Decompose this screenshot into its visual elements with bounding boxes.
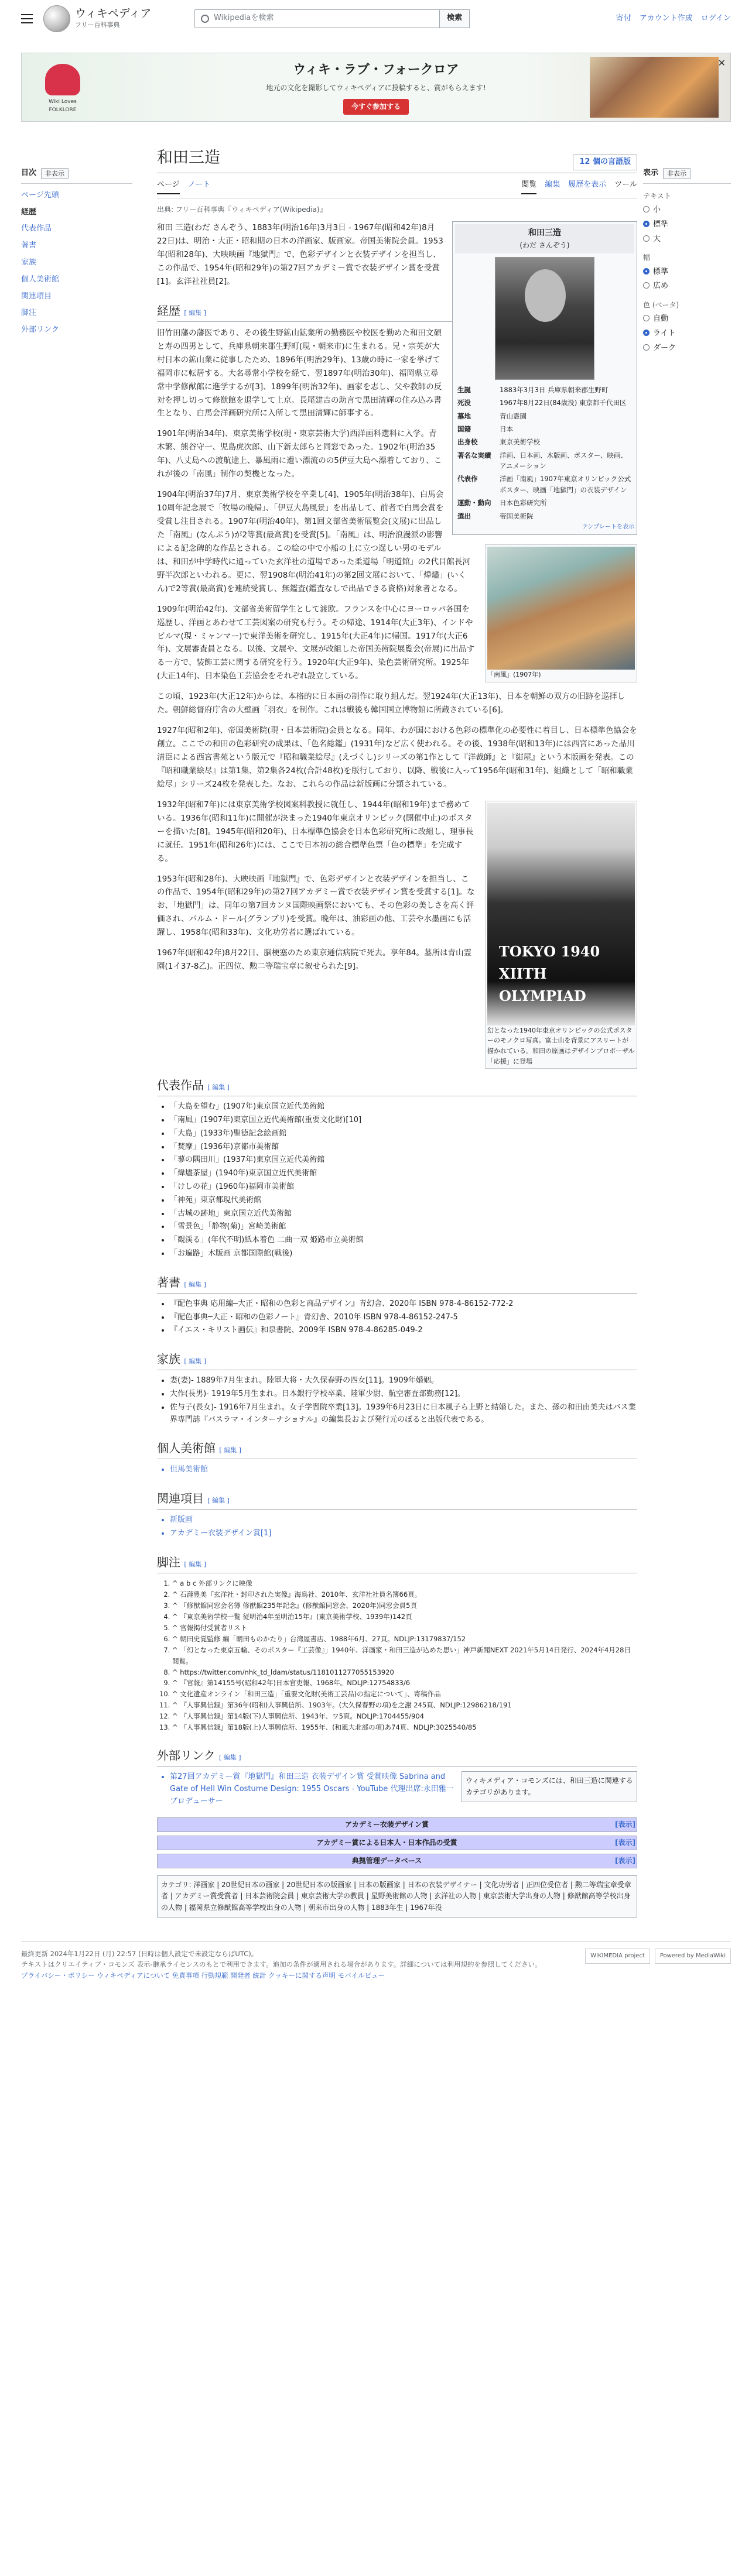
infobox-label: 墓地 xyxy=(457,411,471,420)
reference-item: 10. ^ 文化遺産オンライン「和田三造」「重要文化財(美術工芸品)の指定について」、寄稿作品 xyxy=(172,1689,637,1700)
radio-icon xyxy=(643,315,650,321)
section-heading: 家族 xyxy=(157,1352,180,1367)
list-item: • 「雪景色」「静物(菊)」宮崎美術館 xyxy=(170,1221,637,1233)
infobox-label: 国籍 xyxy=(457,424,471,433)
infobox-label: 選出 xyxy=(457,512,471,520)
toc-item[interactable]: 脚注 xyxy=(21,308,37,318)
list-item: • 「古城の跡地」東京国立近代美術館 xyxy=(170,1208,637,1220)
section-external-links xyxy=(157,1746,637,1767)
infobox-value: 日本色彩研究所 xyxy=(500,499,547,507)
heart-logo-icon xyxy=(45,64,80,95)
reference-item: 11. ^ 『人事興信録』第36年(昭和)人事興信所、1903年。(大久保春野の項)を之謝 245頁、NDLJP:12986218/191 xyxy=(172,1700,637,1711)
painting-thumbnail[interactable] xyxy=(485,544,637,682)
poster-title: TOKYO 1940 XIITH OLYMPIAD xyxy=(499,942,600,1005)
navbox-title[interactable]: アカデミー衣装デザイン賞 xyxy=(344,1820,429,1829)
edit-link[interactable]: [ 編集 ] xyxy=(219,1446,241,1455)
painting-image[interactable] xyxy=(487,547,635,670)
infobox-label: 運動・動向 xyxy=(457,499,491,507)
width-option[interactable] xyxy=(643,280,731,293)
toc-item[interactable]: 経歴 xyxy=(21,207,37,217)
toc-item[interactable]: 著書 xyxy=(21,241,37,251)
list-item[interactable]: • アカデミー衣装デザイン賞[1] xyxy=(170,1528,637,1540)
list-item[interactable]: • 但馬美術館 xyxy=(170,1464,637,1476)
wikipedia-globe-icon xyxy=(43,5,70,32)
reference-item: 8. ^ https://twitter.com/nhk_td_ldam/status/1181011277055153920 xyxy=(172,1667,637,1678)
color-option[interactable] xyxy=(643,313,731,325)
list-item: • 「観渓る」(年代不明)紙本着色 二曲一双 姫路市立美術館 xyxy=(170,1234,637,1247)
list-item[interactable]: • 新版画 xyxy=(170,1514,637,1527)
option-label: 小 xyxy=(653,205,661,214)
toc-item[interactable]: 家族 xyxy=(21,258,37,267)
reference-item: 6. ^ 朝田史覚監修 編「朝田ものかたり」台湾屋書店、1988年6月、27頁。NDLJP:13179837/152 xyxy=(172,1634,637,1645)
edit-link[interactable]: [ 編集 ] xyxy=(207,1083,230,1092)
toc-item[interactable]: 個人美術館 xyxy=(21,275,60,284)
section-heading: 個人美術館 xyxy=(157,1441,216,1456)
toc-item[interactable]: 代表作品 xyxy=(21,224,52,234)
search-input[interactable]: Wikipediaを検索 xyxy=(194,9,440,28)
panel-group-label: テキスト xyxy=(643,191,671,200)
user-links xyxy=(616,13,731,25)
edit-link[interactable]: [ 編集 ] xyxy=(184,308,206,317)
banner-title: ウィキ・ラブ・フォークロア xyxy=(293,63,459,78)
career-paragraph: 1904年(明治37年)7月、東京美術学校を卒業し[4]、1905年(明治38年)、白馬会10周年記念展で「牧場の晩帰」、「伊豆大島風景」を出品して、前者で白馬会賞を受賞し注目される。1907年(明治40年)、第1回文部省美術展覧会(文展)に出品した「南風」(なんぷう)が2等賞(最高賞)を受賞[5]。「南風」は、明治浪漫派の影響による記念碑的な作品とされる。この絵の中で小船の上に立つ逞しい男のモデルは、和田が中学時代に通っていた玄洋社の道場であった柔道場「明道館」の2代目館長河野半次郎といわれる。更に、翌1908年(明治41年)の第2回文展において、「煒燼」(いくん)で2等賞(最高賞)を連続受賞し、無鑑査(鑑査なしで出品できる資格)対象者となる。 xyxy=(157,490,470,594)
infobox-value: 洋画、日本画、木版画、ポスター、映画、アニメーション xyxy=(500,451,628,471)
navbox-toggle[interactable]: [表示] xyxy=(615,1857,635,1865)
radio-selected-icon xyxy=(643,221,650,227)
panel-group-label: 幅 xyxy=(643,253,651,262)
login-link[interactable]: ログイン xyxy=(700,13,731,23)
width-option[interactable] xyxy=(643,266,731,279)
portrait-photo[interactable] xyxy=(495,257,594,380)
radio-icon xyxy=(643,235,650,242)
family-list xyxy=(170,1375,637,1426)
toc-hide-button[interactable]: 非表示 xyxy=(41,168,69,180)
banner-logo-caption: Wiki Loves FOLKLORE xyxy=(49,99,77,114)
section-heading: 関連項目 xyxy=(157,1491,204,1506)
list-item: • 「お遍路」木版画 京都国際館(戦後) xyxy=(170,1248,637,1260)
search-button[interactable]: 検索 xyxy=(440,9,470,28)
list-item: • 「南風」(1907年)東京国立近代美術館(重要文化財)[10] xyxy=(170,1114,637,1127)
list-item: • 「大島を望む」(1907年)東京国立近代美術館 xyxy=(170,1101,637,1113)
article xyxy=(157,122,637,1918)
external-link[interactable]: • 第27回アカデミー賞『地獄門』和田三造 衣装デザイン賞 受賞映像 Sabrina and Gate of Hell Win Costume Design: 1955 Oscars - YouTube 代理出席:永田雅一 プロデューサー xyxy=(170,1771,637,1807)
list-item: • 『配色事典─大正・昭和の色彩ノート』青幻舎、2010年 ISBN 978-4-86152-247-5 xyxy=(170,1312,637,1324)
reference-item: 5. ^ 官報掲付受賞者リスト xyxy=(172,1623,637,1634)
radio-selected-icon xyxy=(643,330,650,336)
reference-item: 3. ^ 『修猷館同窓会名簿 修猷館235年記念』(修猷館同窓会、2020年)同窓会員5頁 xyxy=(172,1600,637,1611)
list-item: • 妻(妻)- 1889年7月生まれ。陸軍大将・大久保春野の四女[11]。1909年婚姻。 xyxy=(170,1375,637,1387)
text-size-option[interactable] xyxy=(643,204,731,217)
poster-thumbnail[interactable] xyxy=(485,801,637,1069)
top-bar xyxy=(0,0,752,37)
site-name: ウィキペディア xyxy=(75,6,152,20)
color-option[interactable] xyxy=(643,328,731,340)
edit-link[interactable]: [ 編集 ] xyxy=(207,1497,230,1505)
search-form xyxy=(194,9,470,28)
section-family xyxy=(157,1350,637,1370)
list-item: • 佐与子(長女)- 1916年7月生まれ。女子学習院卒業[13]。1939年6月23日に日本風子ら上野と結婚した。また、孫の和田由美夫はバス業界専門誌『バスラマ・インターナショナル』の編集長および発行元のぽると出版代表である。 xyxy=(170,1402,637,1426)
infobox-value: 1967年8月22日(84歳没) 東京都千代田区 xyxy=(500,399,627,407)
close-icon[interactable]: ✕ xyxy=(717,57,726,68)
thumb-caption: 幻となった1940年東京オリンピックの公式ポスターのモノクロ写真。富士山を背景にアスリートが描かれている。和田の原画はデザインプロポーザル「応援」に登場 xyxy=(487,1026,635,1065)
site-tagline: フリー百科事典 xyxy=(75,20,120,29)
infobox-value: 洋画「南風」1907年東京オリンピック公式ポスター、映画「地獄門」の衣装デザイン xyxy=(500,475,631,494)
section-heading: 脚注 xyxy=(157,1555,180,1569)
tab-read[interactable]: 閲覧 xyxy=(521,179,536,194)
panel-hide-button[interactable]: 非表示 xyxy=(663,168,691,180)
banner-logo xyxy=(36,64,90,115)
career-paragraph: 1927年(昭和2年)、帝国美術院(現・日本芸術院)会員となる。同年、わが国における色彩の標準化の必要性に着目し、日本標準色協会を創立。ここでの和田の色彩研究の成果は、「色名総鑑」(1931年)など広く使われる。その後、1938年(昭和13年)には西宮にあった品川清臣による西宮書苑という版元で『昭和職業絵尽』(えづくし)シリーズの第1作として『洋裁師』と『紺屋』という木版画を発表。この『昭和職業絵尽』は第1集、第2集各24枚(合計48枚)を版行しており、以降、戦後に入って1956年(昭和31年)、組織として「昭和職業絵尽」シリーズ24枚を発表した。なお、これらの作品は新版画に分類されている。 xyxy=(157,726,638,789)
references-list xyxy=(172,1578,637,1734)
last-modified: 最終更新 2024年1月22日 (月) 22:57 (日時は個人設定で未設定ならばUTC)。 xyxy=(21,1949,258,1958)
navbox-title[interactable]: 典拠管理データベース xyxy=(351,1857,422,1865)
navbox xyxy=(157,1836,637,1850)
radio-selected-icon xyxy=(643,268,650,275)
list-item: • 「蓼の隅田川」(1937年)東京国立近代美術館 xyxy=(170,1154,637,1167)
edit-link[interactable]: [ 編集 ] xyxy=(218,1754,241,1762)
career-paragraph: 1901年(明治34年)、東京美術学校(現・東京芸術大学)西洋画科選科に入学。青木繁、熊谷守一、児島虎次郎、山下新太郎らと同窓であった。1902年(明治35年)、八丈島への渡航途上、暴風雨に遭い漂流のの5伊豆大島へ漂着しており、これが後の「南風」制作の契機となった。 xyxy=(157,429,442,479)
appearance-panel xyxy=(643,167,731,357)
infobox-name: 和田三造 xyxy=(528,228,561,238)
infobox-label: 著名な実績 xyxy=(457,451,491,459)
infobox-label: 生誕 xyxy=(457,385,471,394)
navbox xyxy=(157,1854,637,1868)
section-books xyxy=(157,1273,637,1294)
infobox-label: 代表作 xyxy=(457,475,478,483)
tab-edit[interactable]: 編集 xyxy=(545,180,560,190)
navbox xyxy=(157,1817,637,1832)
option-label: 標準 xyxy=(653,267,669,276)
works-list xyxy=(170,1101,637,1260)
page-title: 和田三造 xyxy=(157,149,220,167)
list-item: • 「大島」(1933年)聖徳記念絵画館 xyxy=(170,1128,637,1140)
infobox-value: 1883年3月3日 兵庫県朝来郡生野町 xyxy=(500,385,609,394)
tab-tools[interactable]: ツール xyxy=(614,180,637,190)
source-note: 出典: フリー百科事典『ウィキペディア(Wikipedia)』 xyxy=(157,205,327,214)
infobox-value: 帝国美術院 xyxy=(500,512,534,520)
campaign-banner xyxy=(21,53,731,122)
navbox-toggle[interactable]: [表示] xyxy=(615,1838,635,1847)
donate-link[interactable]: 寄付 xyxy=(616,13,631,23)
toc-title: 目次 xyxy=(21,169,37,177)
navbox-title[interactable]: アカデミー賞による日本人・日本作品の受賞 xyxy=(316,1838,457,1847)
language-button[interactable]: 12 個の言語版 xyxy=(573,155,637,170)
intro-paragraph: 和田 三造(わだ さんぞう、1883年(明治16年)3月3日 - 1967年(昭和42年)8月22日)は、明治・大正・昭和期の日本の洋画家、版画家。帝国美術院会員。1953年(昭和28年)、大映映画『地獄門』で、色彩デザインと衣装デザインを担当し、この作品で、1954年(昭和29年)の第27回アカデミー賞で衣装デザイン賞を受賞[1]。玄洋社社員[2]。 xyxy=(157,223,443,286)
toc-item[interactable]: 外部リンク xyxy=(21,325,59,335)
banner-cta-button[interactable]: 今すぐ参加する xyxy=(343,99,409,115)
list-item: • 大作(長男)- 1919年5月生まれ。日本銀行学校卒業、陸軍少尉、航空審査部勤務[12]。 xyxy=(170,1388,637,1401)
infobox-reading: (わだ さんぞう) xyxy=(519,241,570,249)
career-paragraph: 1932年(昭和7年)には東京美術学校図案科教授に就任し、1944年(昭和19年)まで務めている。1936年(昭和11年)に開催が決まった1940年東京オリンピック(開催中止)のポスターを描いた[8]。1945年(昭和20年)、日本標準色協会を日本色彩研究所に改組し、理事長に就任。1951年(昭和26年)には、ここで日本初の総合標準色票「色の標準」を完成する。 xyxy=(157,800,474,863)
edit-link[interactable]: [ 編集 ] xyxy=(184,1560,206,1568)
section-notes xyxy=(157,1553,637,1573)
career-paragraph: 1953年(昭和28年)、大映映画『地獄門』で、色彩デザインと衣装デザインを担当し、この作品で、1954年(昭和29年)の第27回アカデミー賞で衣装デザイン賞を受賞する[1]。なお、「地獄門」は、同年の第7回カンヌ国際映画祭においても、その色彩の美しさを高く評価され、パルム・ドール(グランプリ)を受賞。晩年は、油彩画の他、工芸や水墨画にも活躍し、1958年(昭和33年)、文化功労者に選ばれている。 xyxy=(157,874,475,938)
page-tabs xyxy=(157,176,637,198)
list-item: • 「焚摩」(1936年)京都市美術館 xyxy=(170,1141,637,1154)
section-works xyxy=(157,1076,637,1096)
mediawiki-badge[interactable]: Powered by MediaWiki xyxy=(655,1949,731,1964)
license-text: テキストはクリエイティブ・コモンズ 表示-継承ライセンスのもとで利用できます。追加の条件が適用される場合があります。詳細については利用規約を参照してください。 xyxy=(21,1960,542,1969)
text-size-option[interactable] xyxy=(643,219,731,231)
career-paragraph: 旧竹田藩の藩医であり、その後生野鉱山鉱業所の勤務医や校医を勤めた和田文碩と寿の四男として、兵庫県朝来郡生野町(現・朝来市)に生まれる。兄・宗英が大村日本の鉱山業に従事したため、1896年(明治29年)、13歳の時に一家を挙げて福岡市に転居する。大名尋常小学校を経て、翌1897年(明治30年)、福岡県立尋常中学修猷館に進学するが[3]、1899年(明治32年)、画家を志し、父や教師の反対を押し切って修猷館を退学して上京。長尾建吉の助言で黒田清輝の住み込み書生となり、白馬会洋画研究所に入所して黒田清輝に師事する。 xyxy=(157,328,442,419)
edit-link[interactable]: [ 編集 ] xyxy=(184,1280,206,1288)
categories-box[interactable]: カテゴリ: 洋画家 | 20世紀日本の画家 | 20世紀日本の版画家 | 日本の版画家 | 日本の衣装デザイナー | 文化功労者 | 正四位受位者 | 勲二等瑞宝章受章者 | アカデミー賞受賞者 | 日本芸術院会員 | 東京芸術大学の教員 | 星野美術館の人物 | 玄洋社の人物 | 東京芸術大学出身の人物 | 修猷館高等学校出身の人物 | 福岡県立修猷館高等学校出身の人物 | 朝来市出身の人物 | 1883年生 | 1967年没 xyxy=(157,1875,637,1918)
edit-link[interactable]: [ 編集 ] xyxy=(184,1357,206,1366)
books-list xyxy=(170,1298,637,1337)
poster-image[interactable] xyxy=(487,803,635,1025)
option-label: ライト xyxy=(653,329,676,338)
section-heading: 外部リンク xyxy=(157,1748,216,1763)
section-heading: 代表作品 xyxy=(157,1078,204,1093)
toc-item[interactable]: ページ先頭 xyxy=(21,190,59,200)
banner-text: 地元の文化を撮影してウィキペディアに投稿すると、賞がもらえます! xyxy=(266,84,486,92)
radio-icon xyxy=(643,344,650,351)
banner-photo xyxy=(590,57,719,118)
career-paragraph: 1909年(明治42年)、文部省美術留学生として渡欧。フランスを中心にヨーロッパ各国を巡歴し、洋画とあわせて工芸図案の研究も行う。その帰途、1914年(大正3年)、インドやビルマ(現・ミャンマー)で東洋美術を研究し、1915年(大正4年)に帰国。1917年(大正6年)、文展審査員となる。以後、文展や、文展が改組した帝国美術院展覧会(帝展)に出品する一方で、装飾工芸に関する研究を行う。1920年(大正9年)、染色芸術研究所。1925年(大正14年)、日本染色工芸協会をそれぞれ設立している。 xyxy=(157,604,475,681)
footer-links[interactable]: プライバシー・ポリシー ウィキペディアについて 免責事項 行動規範 開発者 統計 クッキーに関する声明 モバイルビュー xyxy=(21,1971,385,1980)
list-item: • 「煒燼茶屋」(1940年)東京国立近代美術館 xyxy=(170,1168,637,1180)
infobox-label: 死没 xyxy=(457,399,471,407)
toc-item[interactable]: 関連項目 xyxy=(21,291,52,301)
thumb-caption: 「南風」(1907年) xyxy=(487,671,541,679)
option-label: ダーク xyxy=(653,343,676,352)
list-item: • 「神苑」東京都現代美術館 xyxy=(170,1195,637,1207)
wikimedia-badge[interactable]: WIKIMEDIA project xyxy=(585,1949,650,1964)
template-link[interactable]: テンプレートを表示 xyxy=(582,524,634,531)
list-item: • 『配色事典 応用編─大正・昭和の色彩と商品デザイン』青幻舎、2020年 ISBN 978-4-86152-772-2 xyxy=(170,1298,637,1311)
section-related xyxy=(157,1489,637,1510)
infobox-label: 出身校 xyxy=(457,438,478,447)
option-label: 自動 xyxy=(653,314,669,324)
infobox-value: 日本 xyxy=(500,424,513,433)
radio-icon xyxy=(643,282,650,289)
main-menu-icon[interactable] xyxy=(21,14,33,23)
career-paragraph: この頃、1923年(大正12年)からは、本格的に日本画の制作に取り組んだ。翌1924年(大正13年)、日本を朝鮮の双方の旧跡を巡拝した。朝鮮総督府庁舎の大壁画「羽衣」を制作。これは戦後も韓国国立博物館に所蔵されている[6]。 xyxy=(157,692,625,715)
section-museum xyxy=(157,1439,637,1459)
list-item: • 「けしの花」(1960年)福岡市美術館 xyxy=(170,1181,637,1193)
text-size-option[interactable] xyxy=(643,234,731,246)
option-label: 広め xyxy=(653,282,669,291)
infobox xyxy=(452,221,637,535)
site-logo[interactable] xyxy=(43,5,184,32)
option-label: 大 xyxy=(653,234,661,243)
tab-talk[interactable]: ノート xyxy=(187,180,211,190)
radio-icon xyxy=(643,206,650,212)
infobox-value: 東京美術学校 xyxy=(500,438,540,447)
tab-history[interactable]: 履歴を表示 xyxy=(568,180,607,190)
panel-title: 表示 xyxy=(643,169,659,177)
create-account-link[interactable]: アカウント作成 xyxy=(639,13,693,23)
reference-item: 1. ^ a b c 外部リンクに映像 xyxy=(172,1578,637,1589)
reference-item: 7. ^ 「幻となった東京五輪、そのポスター『工芸像』」1940年、洋画家・和田三造が込めた思い」神戸新聞NEXT 2021年5月14日発行、2024年4月28日閲覧。 xyxy=(172,1645,637,1667)
panel-group-label: 色 (ベータ) xyxy=(643,301,679,310)
page-footer xyxy=(21,1941,731,1981)
career-paragraph: 1967年(昭和42年)8月22日、脳梗塞のため東京逓信病院で死去。享年84。墓所は青山霊園(1イ37-8乙)。正四位、勲二等瑞宝章に叙せられた[9]。 xyxy=(157,948,472,972)
section-heading: 著書 xyxy=(157,1275,180,1289)
color-option[interactable] xyxy=(643,342,731,355)
list-item: • 『イエス・キリスト画伝』和泉書院、2009年 ISBN 978-4-86285-049-2 xyxy=(170,1325,637,1337)
navbox-toggle[interactable]: [表示] xyxy=(615,1820,635,1829)
reference-item: 4. ^ 『東京美術学校一覧 従明治4年至明治15年』(東京美術学校、1939年)142頁 xyxy=(172,1611,637,1623)
option-label: 標準 xyxy=(653,219,669,229)
reference-item: 9. ^ 『官報』第14155号(昭和42年)日本官吏報、1968年。NDLJP:12754833/6 xyxy=(172,1678,637,1689)
reference-item: 12. ^ 『人事興信録』第14版(下)人事興信所、1943年、ワ5頁。NDLJP:1704455/904 xyxy=(172,1711,637,1722)
table-of-contents xyxy=(21,122,132,1918)
commons-box[interactable]: ウィキメディア・コモンズには、和田三造に関連するカテゴリがあります。 xyxy=(462,1771,637,1802)
reference-item: 2. ^ 石瀧豊美『玄洋社・封印された実像』海鳥社、2010年、玄洋社社員名簿66頁。 xyxy=(172,1589,637,1600)
reference-item: 13. ^ 『人事興信録』第18版(上)人事興信所、1955年、(和風大北部の項)あ74頁、NDLJP:3025540/85 xyxy=(172,1722,637,1733)
tab-page[interactable]: ページ xyxy=(157,179,180,194)
section-heading: 経歴 xyxy=(157,303,180,318)
infobox-value: 青山霊園 xyxy=(500,411,527,420)
